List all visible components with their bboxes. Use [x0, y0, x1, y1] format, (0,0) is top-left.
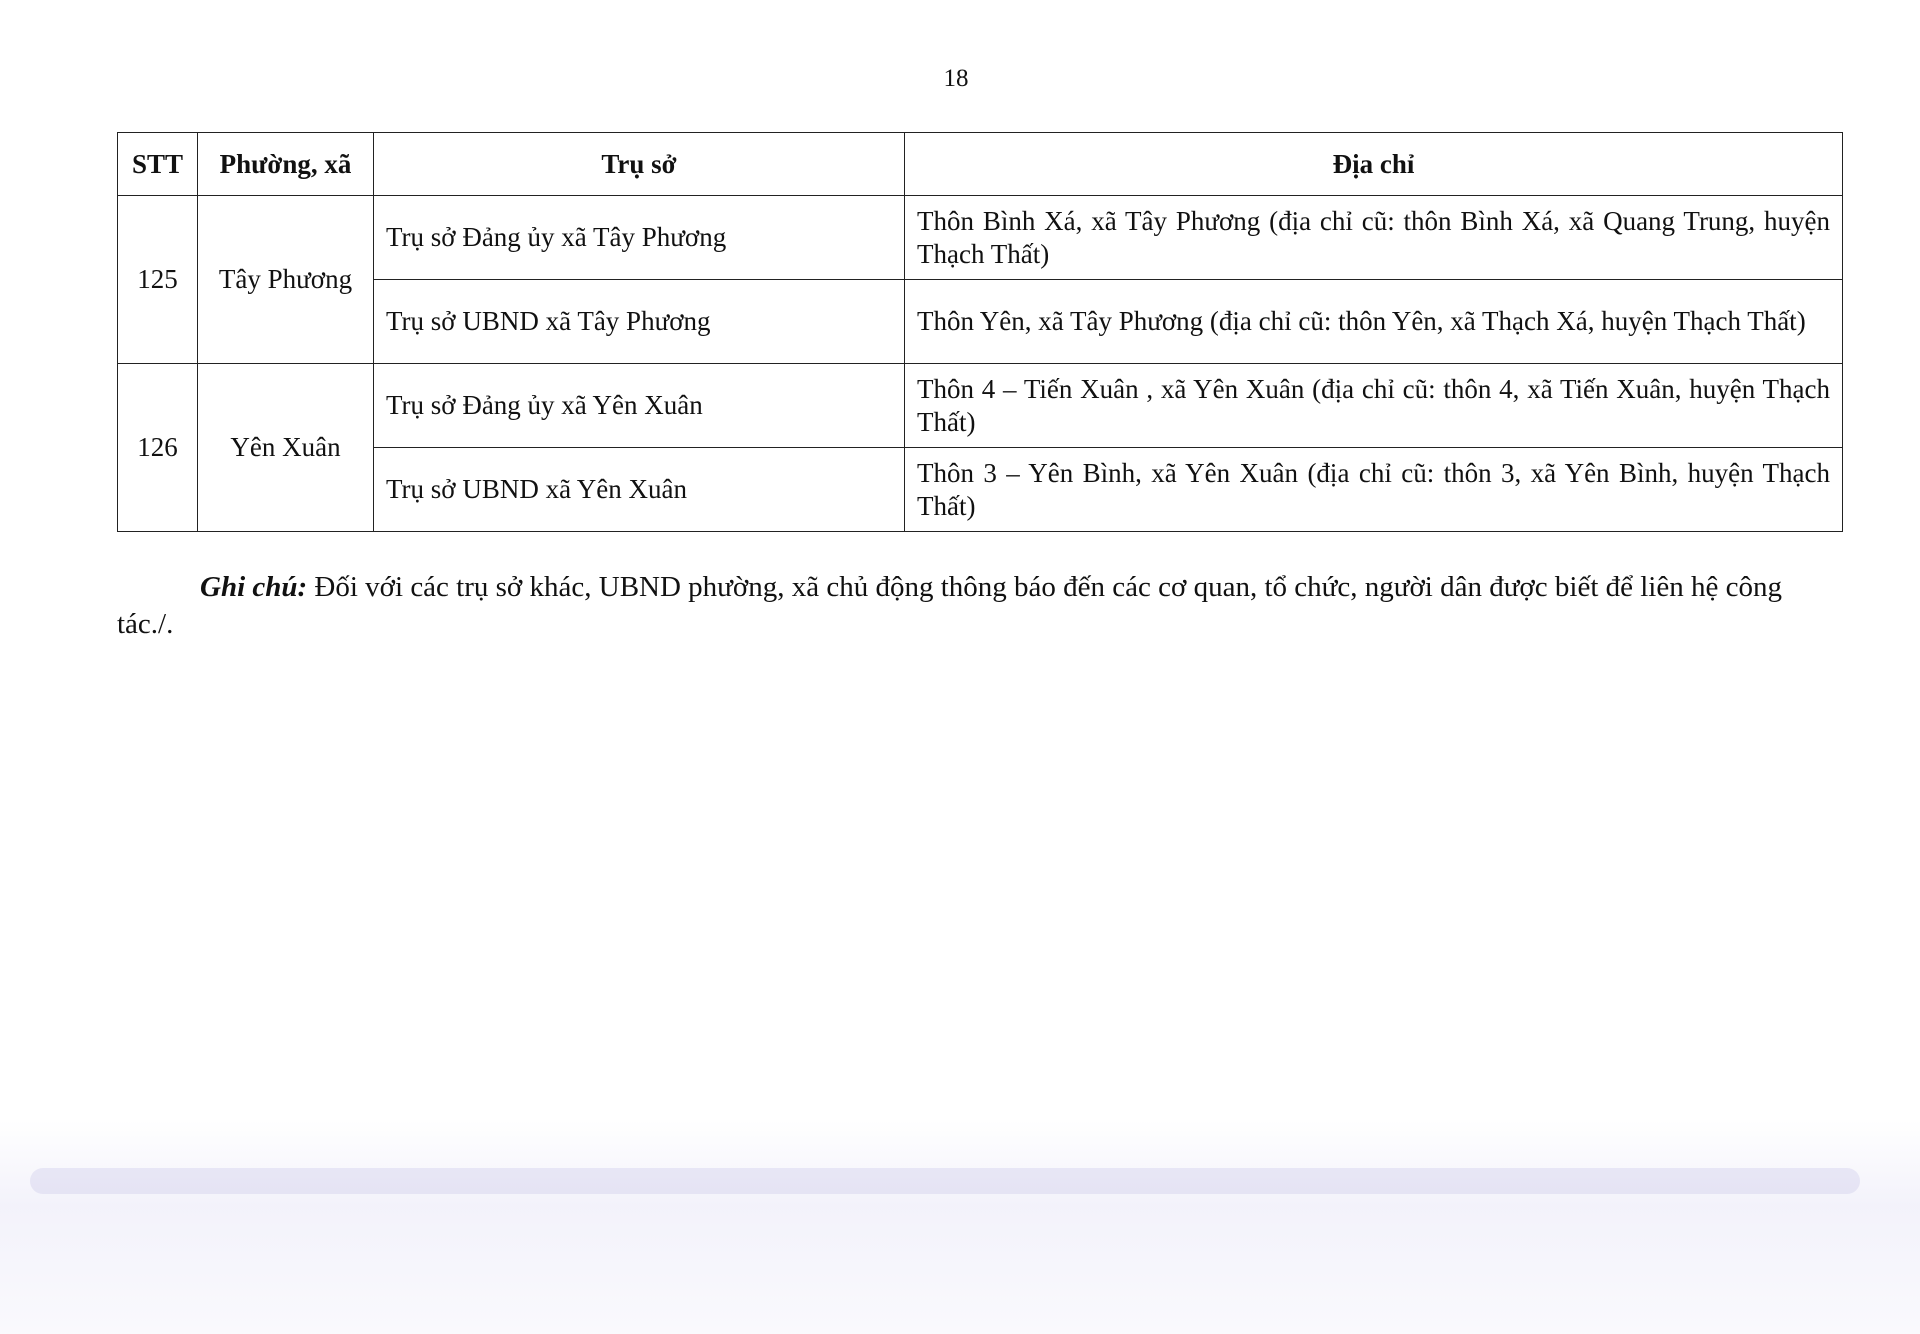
row-address: Thôn 3 – Yên Bình, xã Yên Xuân (địa chỉ cũ: thôn 3, xã Yên Bình, huyện Thạch Thất)	[905, 448, 1843, 532]
row-office: Trụ sở Đảng ủy xã Tây Phương	[374, 196, 905, 280]
table-header-row	[118, 133, 1843, 196]
row-stt: 125	[118, 196, 198, 364]
row-address: Thôn Bình Xá, xã Tây Phương (địa chỉ cũ: thôn Bình Xá, xã Quang Trung, huyện Thạch Thất)	[905, 196, 1843, 280]
scan-band	[30, 1168, 1860, 1194]
header-stt: STT	[118, 133, 198, 196]
header-office: Trụ sở	[374, 133, 905, 196]
row-address: Thôn 4 – Tiến Xuân , xã Yên Xuân (địa chỉ cũ: thôn 4, xã Tiến Xuân, huyện Thạch Thất)	[905, 364, 1843, 448]
scan-shadow	[0, 1120, 1920, 1334]
row-ward: Yên Xuân	[198, 364, 374, 532]
footnote	[117, 569, 1795, 643]
table-row	[118, 280, 1843, 364]
page-number: 18	[943, 65, 969, 92]
header-ward: Phường, xã	[198, 133, 374, 196]
table-row	[118, 364, 1843, 448]
footnote-text: Đối với các trụ sở khác, UBND phường, xã chủ động thông báo đến các cơ quan, tổ chức, người dân được biết để liên hệ công tác./.	[117, 571, 1782, 640]
row-address: Thôn Yên, xã Tây Phương (địa chỉ cũ: thôn Yên, xã Thạch Xá, huyện Thạch Thất)	[905, 280, 1843, 364]
header-address: Địa chỉ	[905, 133, 1843, 196]
office-address-table	[117, 132, 1843, 532]
table-row	[118, 196, 1843, 280]
row-office: Trụ sở UBND xã Yên Xuân	[374, 448, 905, 532]
row-ward: Tây Phương	[198, 196, 374, 364]
row-office: Trụ sở Đảng ủy xã Yên Xuân	[374, 364, 905, 448]
table-row	[118, 448, 1843, 532]
row-office: Trụ sở UBND xã Tây Phương	[374, 280, 905, 364]
row-stt: 126	[118, 364, 198, 532]
footnote-label: Ghi chú:	[200, 571, 308, 603]
